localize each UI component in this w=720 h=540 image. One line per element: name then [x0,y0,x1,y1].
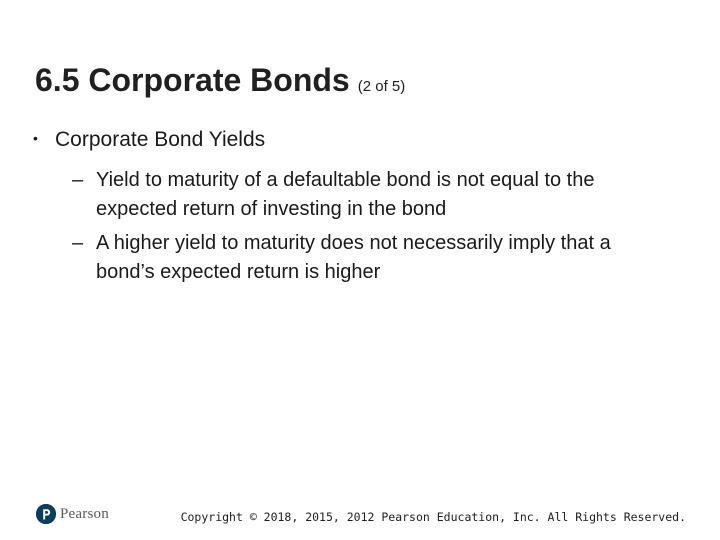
pearson-p-glyph [36,504,56,524]
sub-bullet-2 [72,229,672,287]
sub-bullet-1 [72,166,672,224]
bullet-dot: • [33,130,38,146]
sub-bullet-text: Yield to maturity of a defaultable bond is not equal to the expected return of investing in the bond [96,169,595,220]
pearson-wordmark: Pearson [60,505,109,522]
copyright-notice: Copyright © 2018, 2015, 2012 Pearson Education, Inc. All Rights Reserved. [180,510,686,524]
pearson-logo [36,502,109,526]
pearson-logo-icon [36,504,56,524]
main-bullet [33,128,265,152]
main-bullet-text: Corporate Bond Yields [55,128,266,151]
dash-marker: – [72,169,84,191]
dash-marker: – [72,232,84,254]
sub-bullet-text: A higher yield to maturity does not necessarily imply that a bond’s expected return is higher [96,232,611,283]
title-page-indicator: (2 of 5) [357,78,406,95]
title-main-text: 6.5 Corporate Bonds [35,62,350,98]
slide-title [35,62,405,99]
